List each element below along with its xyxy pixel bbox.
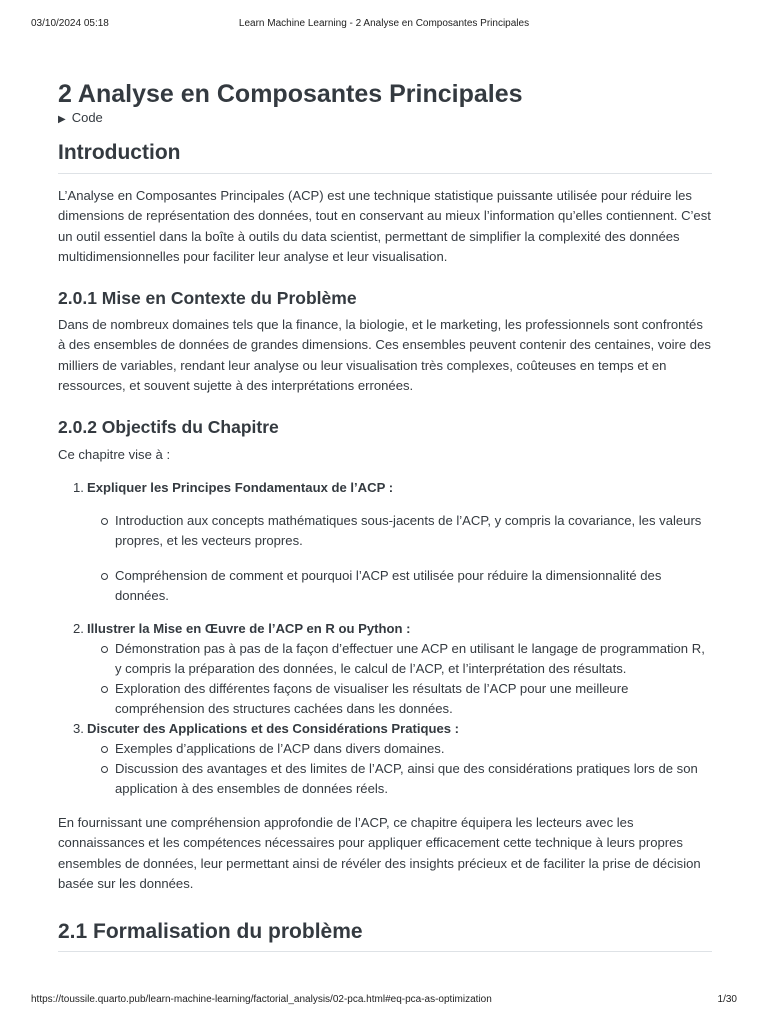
circle-bullet-icon — [101, 746, 108, 753]
section-202-intro: Ce chapitre vise à : — [58, 447, 171, 462]
page-number: 1/30 — [717, 994, 737, 1005]
code-toggle[interactable] — [58, 109, 103, 129]
introduction-paragraph: L’Analyse en Composantes Principales (ACP) est une technique statistique puissante utilisée pour réduire les dimensions de représentation des données, tout en conservant au mieux l’information qu’elles contiennent. C’est un outil essentiel dans la boîte à outils du data scientist, permettant de simplifier la complexité des données multidimensionnelles pour faciliter leur analyse et leur visualisation. — [58, 188, 711, 264]
section-202-conclusion: En fournissant une compréhension approfondie de l’ACP, ce chapitre équipera les lecteurs avec les connaissances et les compétences nécessaires pour appliquer efficacement cette technique à leurs propres ensembles de données, leur permettant ainsi de révéler des insights précieux et de faciliter la prise de décision basée sur les données. — [58, 815, 701, 891]
circle-bullet-icon — [101, 646, 108, 653]
print-footer — [31, 992, 737, 1008]
objective-number: 3. — [73, 721, 84, 736]
circle-bullet-icon — [101, 766, 108, 773]
chapter-title: 2 Analyse en Composantes Principales — [58, 80, 523, 108]
code-toggle-label: Code — [71, 110, 103, 125]
objective-number: 2. — [73, 621, 84, 636]
objective-subitem-text: Discussion des avantages et des limites de l’ACP, ainsi que des considérations pratiques lors de son application à des ensembles de données réels. — [115, 761, 698, 797]
section-21-heading: 2.1 Formalisation du problème — [58, 920, 363, 943]
objective-subitem-text: Exploration des différentes façons de visualiser les résultats de l’ACP pour une meilleure compréhension des structures cachées dans les données. — [115, 681, 629, 717]
objective-subitem-text: Démonstration pas à pas de la façon d’effectuer une ACP en utilisant le langage de programmation R, y compris la préparation des données, le calcul de l’ACP, et l’interprétation des résultats. — [115, 641, 705, 677]
objective-label: Illustrer la Mise en Œuvre de l’ACP en R ou Python : — [87, 621, 411, 636]
section-201-heading: 2.0.1 Mise en Contexte du Problème — [58, 288, 357, 308]
section-201-paragraph: Dans de nombreux domaines tels que la finance, la biologie, et le marketing, les professionnels sont confrontés à des ensembles de données de grandes dimensions. Ces ensembles peuvent contenir des centaines, voire des milliers de variables, rendant leur analyse ou leur visualisation très complexes, coûteuses en temps et en ressources, et souvent sujette à des interprétations erronées. — [58, 317, 711, 393]
print-date: 03/10/2024 05:18 — [31, 18, 109, 29]
circle-bullet-icon — [101, 686, 108, 693]
objective-label: Expliquer les Principes Fondamentaux de l’ACP : — [87, 480, 394, 495]
objective-label: Discuter des Applications et des Considérations Pratiques : — [87, 721, 460, 736]
disclosure-triangle-icon: ▶ — [58, 114, 66, 125]
section-202-heading: 2.0.2 Objectifs du Chapitre — [58, 417, 279, 437]
objective-subitem-text: Compréhension de comment et pourquoi l’ACP est utilisée pour réduire la dimensionnalité des données. — [115, 568, 662, 604]
heading-divider — [58, 173, 712, 174]
print-url: https://toussile.quarto.pub/learn-machine-learning/factorial_analysis/02-pca.html#eq-pca-as-optimization — [31, 994, 492, 1005]
print-page-title: Learn Machine Learning - 2 Analyse en Composantes Principales — [238, 18, 530, 29]
circle-bullet-icon — [101, 573, 108, 580]
objective-number: 1. — [73, 480, 84, 495]
objective-subitem-text: Introduction aux concepts mathématiques sous-jacents de l’ACP, y compris la covariance, les valeurs propres, et les vecteurs propres. — [115, 513, 702, 549]
objective-subitem-text: Exemples d’applications de l’ACP dans divers domaines. — [115, 741, 445, 756]
heading-divider — [58, 951, 712, 952]
circle-bullet-icon — [101, 518, 108, 525]
introduction-heading: Introduction — [58, 141, 181, 164]
print-header — [31, 16, 737, 32]
